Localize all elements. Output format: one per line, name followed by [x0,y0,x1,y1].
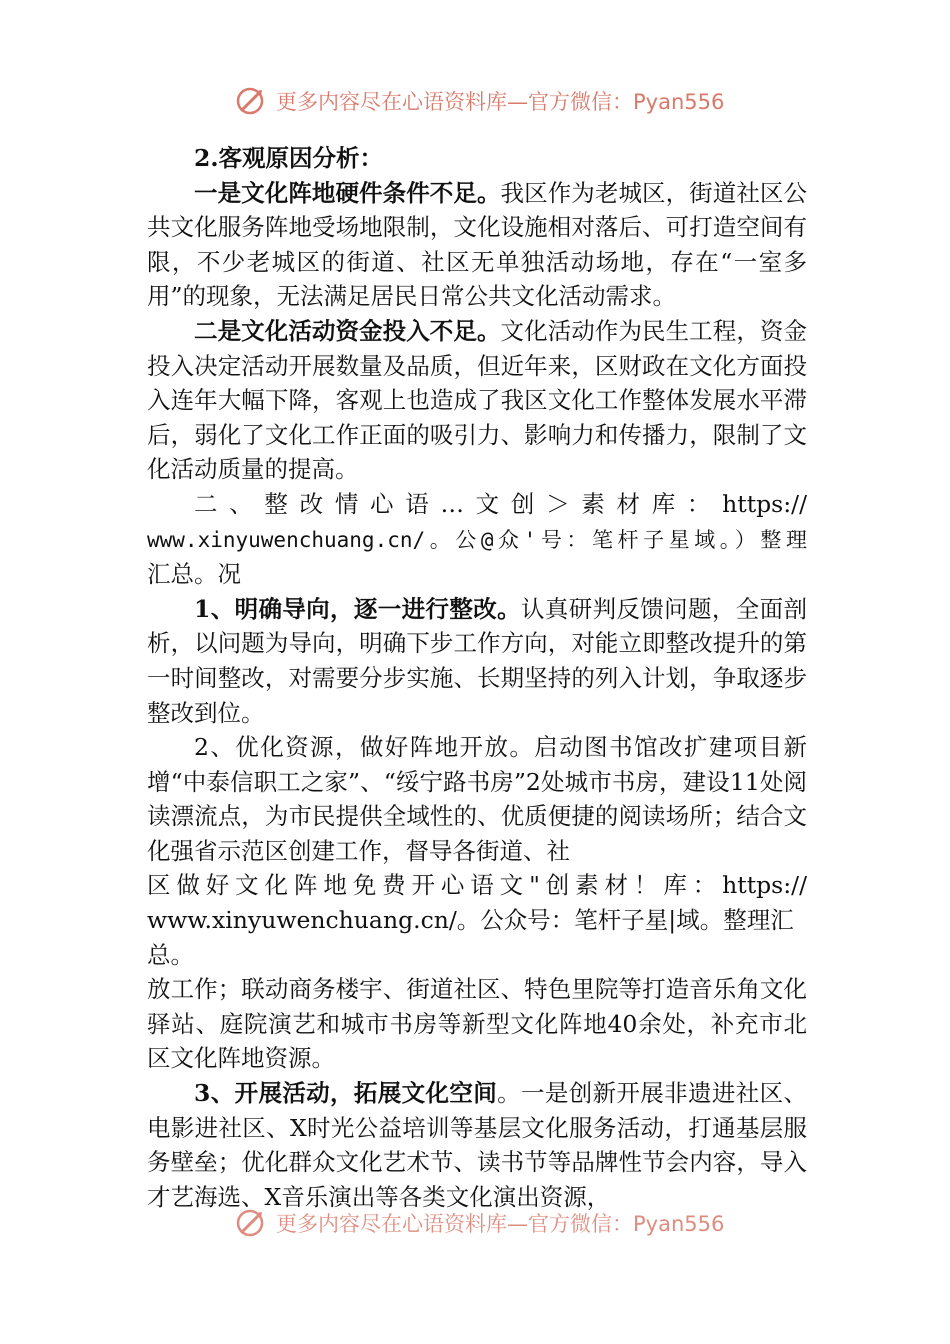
paragraph-funding: 二是文化活动资金投入不足。文化活动作为民生工程，资金投入决定活动开展数量及品质，但近年来，区财政在文化方面投入连年大幅下降，客观上也造成了我区文化工作整体发展水平滞后，弱化了文化工作正面的吸引力、影响力和传播力，限制了文化活动质量的提高。 [147,316,808,484]
section-heading-line3: 汇总。况 [147,560,241,589]
section-heading-line1: 二、整改情心语…文创＞素材库：https:// [194,489,807,518]
paragraph-lead: 二是文化活动资金投入不足。 [194,316,501,345]
item-3-activities: 3、开展活动，拓展文化空间。一是创新开展非遗进社区、电影进社区、X时光公益培训等基层文化服务活动，打通基层服务壁垒；优化群众文化艺术节、读书节等品牌性节会内容，导入才艺海选、X音乐演出等各类文化演出资源， [147,1079,807,1211]
watermark-footer [234,1206,724,1240]
item-2-spread-line: 区做好文化阵地免费开心语文"创素材！库：https:// [147,871,807,900]
item-2-url-line: www.xinyuwenchuang.cn/。公众号：笔杆子星|域。整理汇总。 [147,906,794,969]
item-1-guidance: 1、明确导向，逐一进行整改。认真研判反馈问题，全面剖析，以问题为导向，明确下步工作方向，对能立即整改提升的第一时间整改，对需要分步实施、长期坚持的列入计划，争取逐步整改到位。 [147,594,808,727]
pen-logo-icon [234,1206,268,1240]
watermark-header [234,84,724,118]
watermark-text: 更多内容尽在心语资料库—官方微信：Pyan556 [276,1212,725,1236]
paragraph-lead: 一是文化阵地硬件条件不足。 [194,178,501,207]
item-2-resources: 2、优化资源，做好阵地开放。启动图书馆改扩建项目新增“中泰信职工之家”、“绥宁路书房”2处城市书房，建设11处阅读漂流点，为市民提供全域性的、优质便捷的阅读场所；结合文化强省示范区创建工作，督导各街道、社 [147,733,807,865]
pen-logo-icon [234,84,268,118]
document-body [147,141,807,1214]
item-2-tail: 放工作；联动商务楼宇、街道社区、特色里院等打造音乐角文化驿站、庭院演艺和城市书房等新型文化阵地40余处，补充市北区文化阵地资源。 [147,975,807,1073]
heading-objective-analysis: 2.客观原因分析： [194,144,384,172]
item-lead: 3、开展活动，拓展文化空间 [194,1079,498,1108]
watermark-text: 更多内容尽在心语资料库—官方微信：Pyan556 [276,90,725,114]
item-lead: 1、明确导向，逐一进行整改。 [194,594,521,623]
paragraph-hardware: 一是文化阵地硬件条件不足。我区作为老城区，街道社区公共文化服务阵地受场地限制，文化设施相对落后、可打造空间有限，不少老城区的街道、社区无单独活动场地，存在“一室多用”的现象，无法满足居民日常公共文化活动需求。 [147,178,808,311]
section-heading-line2: www.xinyuwenchuang.cn/。公@众'号：笔杆子星域。）整理 [147,527,807,552]
